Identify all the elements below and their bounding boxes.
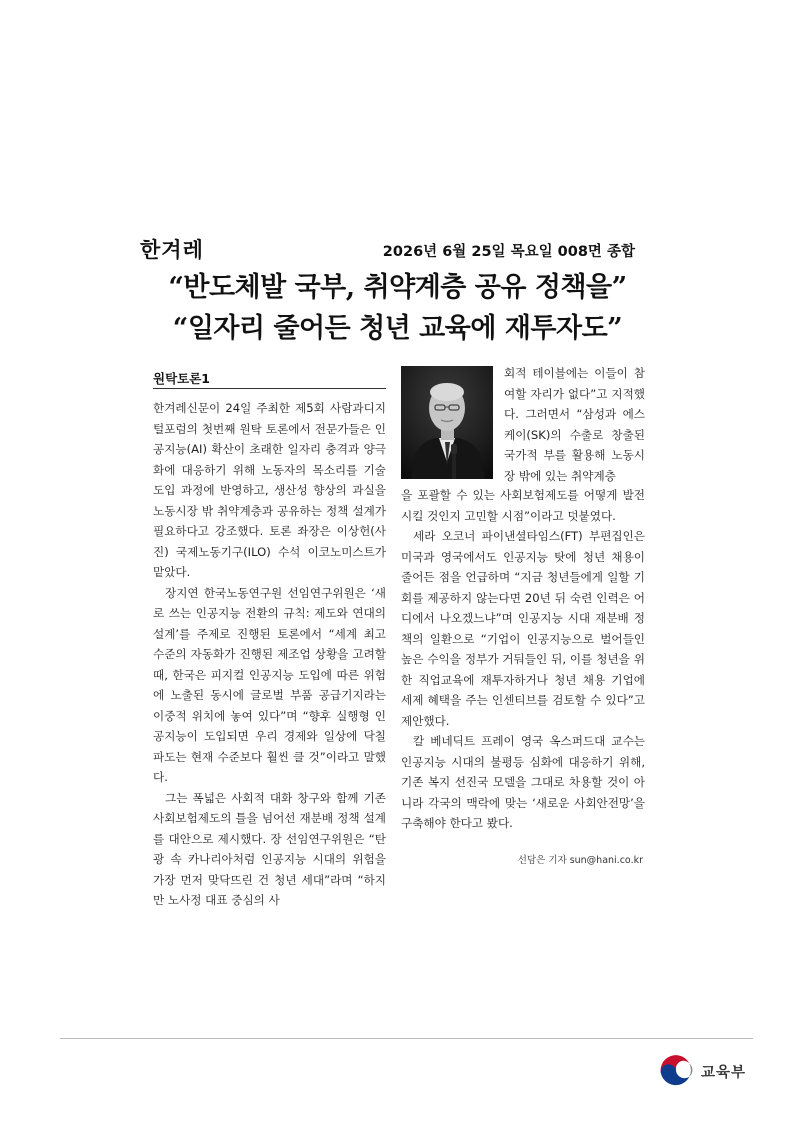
article-right-top	[504, 363, 645, 486]
paragraph: 세라 오코너 파이낸셜타임스(FT) 부편집인은 미국과 영국에서도 인공지능 탓에 청년 채용이 줄어든 점을 언급하며 “지금 청년들에게 일할 기회를 제공하지 않는다면 20년 뒤 숙련 인력은 어디에서 나오겠느냐”며 인공지능 시대 재분배 정책의 일환으로 “기업이 인공지능으로 벌어들인 높은 수익을 정부가 거둬들인 뒤, 이를 청년을 위한 직업교육에 재투자하거나 청년 채용 기업에 세제 혜택을 주는 인센티브를 검토할 수 있다”고 제안했다.	[401, 529, 645, 728]
paragraph: 장지연 한국노동연구원 선임연구위원은 ‘새로 쓰는 인공지능 전환의 규칙: 제도와 연대의 설계’를 주제로 진행된 토론에서 “세계 최고 수준의 자동화가 진행된 제조업 상황을 고려할 때, 한국은 피지컬 인공지능 도입에 따른 위험에 노출된 동시에 글로벌 부품 공급기지라는 이중적 위치에 놓여 있다”며 “향후 실행형 인공지능이 도입되면 우리 경제와 일상에 닥칠 파도는 현재 수준보다 훨씬 클 것”이라고 말했다.	[153, 585, 386, 784]
paragraph: 을 포괄할 수 있는 사회보험제도를 어떻게 발전시킬 것인지 고민할 시점”이라고 덧붙였다.	[401, 488, 645, 523]
article-left-column	[153, 398, 386, 911]
headline-line-2: “일자리 줄어든 청년 교육에 재투자도”	[172, 313, 623, 344]
ministry-logo	[657, 1052, 746, 1090]
newspaper-masthead: 한겨레	[140, 237, 204, 262]
person-photo	[401, 366, 493, 479]
ministry-name: 교육부	[701, 1064, 747, 1081]
section-rule	[153, 388, 386, 389]
paragraph: 그는 폭넓은 사회적 대화 창구와 함께 기존 사회보험제도의 틀을 넘어선 재분배 정책 설계를 대안으로 제시했다. 장 선임연구위원은 “탄광 속 카나리아처럼 인공지능 시대의 위험을 가장 먼저 맞닥뜨린 건 청년 세대”라며 “하지만 노사정 대표 중심의 사	[153, 790, 386, 907]
taeguk-gray	[689, 1063, 692, 1076]
section-label: 원탁토론1	[153, 371, 210, 386]
footer-rule	[60, 1038, 753, 1039]
taeguk-icon	[657, 1052, 695, 1090]
paragraph: 칼 베네딕트 프레이 영국 옥스퍼드대 교수는 인공지능 시대의 불평등 심화에 대응하기 위해, 기존 복지 선진국 모델을 그대로 차용할 것이 아니라 각국의 맥락에 맞는 ‘새로운 사회안전망’을 구축해야 한다고 봤다.	[401, 734, 645, 830]
paragraph: 회적 테이블에는 이들이 참여할 자리가 없다”고 지적했다. 그러면서 “삼성과 에스케이(SK)의 수출로 창출된 국가적 부를 활용해 노동시장 밖에 있는 취약계층	[504, 366, 645, 483]
dateline: 2026년 6월 25일 목요일 008면 종합	[382, 244, 635, 260]
byline: 선담은 기자 sun@hani.co.kr	[517, 855, 643, 866]
article-right-column	[401, 485, 645, 834]
portrait-image	[401, 366, 493, 479]
headline-line-1: “반도체발 국부, 취약계층 공유 정책을”	[168, 272, 627, 303]
paragraph: 한겨레신문이 24일 주최한 제5회 사람과디지털포럼의 첫번째 원탁 토론에서 전문가들은 인공지능(AI) 확산이 초래한 일자리 충격과 양극화에 대응하기 위해 노동자의 목소리를 기술 도입 과정에 반영하고, 생산성 향상의 과실을 노동시장 밖 취약계층과 공유하는 정책 설계가 필요하다고 강조했다. 토론 좌장은 이상헌(사진) 국제노동기구(ILO) 수석 이코노미스트가 맡았다.	[153, 401, 386, 579]
